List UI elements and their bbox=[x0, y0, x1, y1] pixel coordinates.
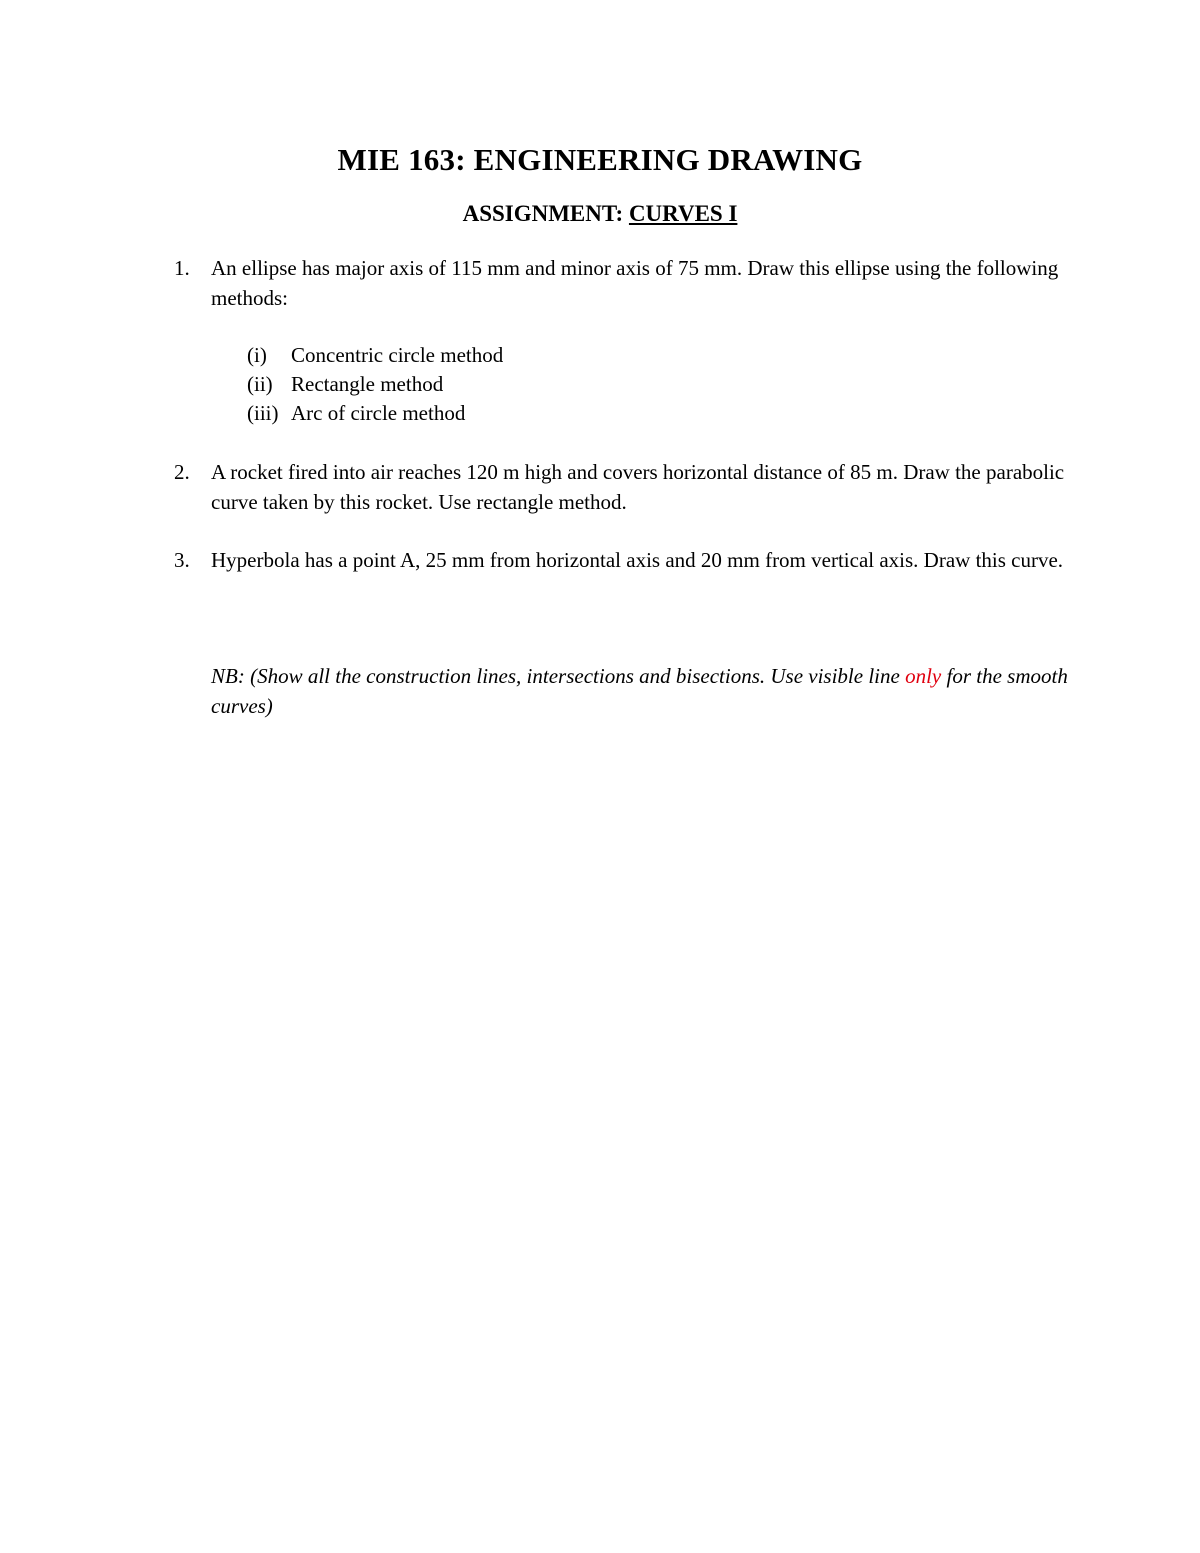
method-numeral: (ii) bbox=[247, 372, 273, 396]
method-numeral: (i) bbox=[247, 343, 267, 367]
assignment-name: CURVES I bbox=[628, 201, 738, 226]
note-paragraph bbox=[211, 662, 1073, 721]
question-1-number: 1. bbox=[174, 256, 190, 280]
question-3-text: Hyperbola has a point A, 25 mm from horizontal axis and 20 mm from vertical axis. Draw this curve. bbox=[211, 548, 1064, 572]
method-label: Rectangle method bbox=[291, 372, 444, 396]
question-2-number: 2. bbox=[174, 460, 190, 484]
assignment-prefix: ASSIGNMENT: bbox=[462, 201, 629, 226]
question-2 bbox=[174, 458, 1074, 518]
method-numeral: (iii) bbox=[247, 401, 279, 425]
question-2-text: A rocket fired into air reaches 120 m high and covers horizontal distance of 85 m. Draw the parabolic curve taken by this rocket. Use rectangle method. bbox=[211, 460, 1065, 514]
question-3-number: 3. bbox=[174, 548, 190, 572]
question-3 bbox=[174, 546, 1074, 606]
note-text-before: NB: (Show all the construction lines, intersections and bisections. Use visible line bbox=[211, 664, 906, 688]
document-title: MIE 163: ENGINEERING DRAWING bbox=[337, 142, 863, 177]
assignment-heading bbox=[0, 198, 1200, 230]
method-label: Concentric circle method bbox=[291, 343, 504, 367]
question-1 bbox=[174, 254, 1074, 314]
note-text-after: for the smooth curves) bbox=[211, 664, 1068, 718]
method-label: Arc of circle method bbox=[291, 401, 466, 425]
note-emphasis: only bbox=[905, 664, 942, 688]
question-1-text: An ellipse has major axis of 115 mm and minor axis of 75 mm. Draw this ellipse using the following methods: bbox=[211, 256, 1059, 310]
